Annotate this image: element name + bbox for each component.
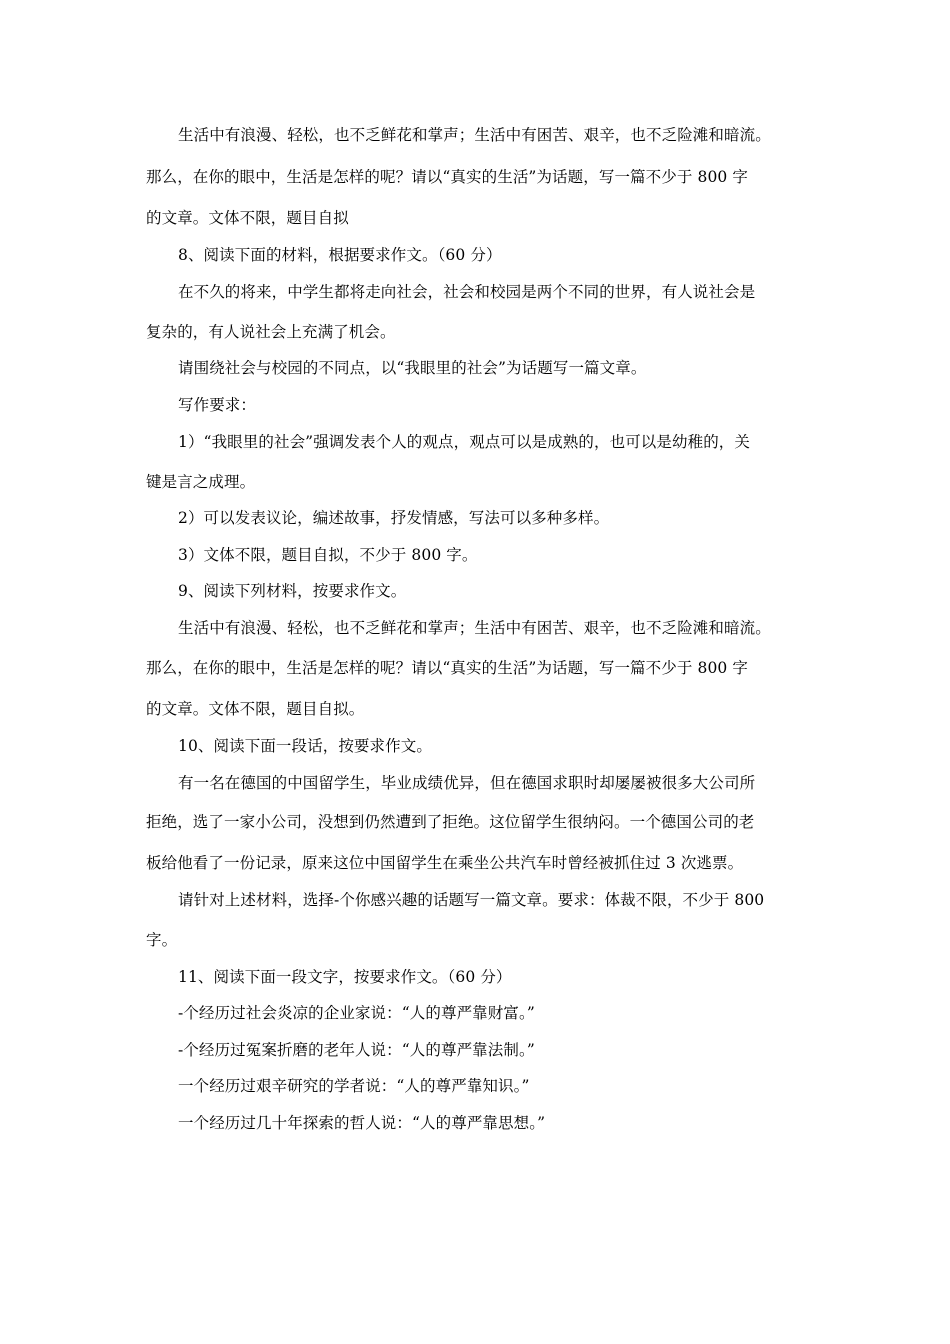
question-heading: 11、阅读下面一段文字，按要求作文。（60 分） bbox=[178, 968, 512, 986]
question-heading: 10、阅读下面一段话，按要求作文。 bbox=[178, 737, 432, 755]
paragraph-line: 的文章。文体不限，题目自拟。 bbox=[146, 700, 365, 718]
paragraph-line: 拒绝，选了一家小公司，没想到仍然遭到了拒绝。这位留学生很纳闷。一个德国公司的老 bbox=[146, 813, 755, 831]
paragraph-line: 请针对上述材料，选择-个你感兴趣的话题写一篇文章。要求：体裁不限，不少于 800 bbox=[178, 891, 765, 909]
list-item: 2）可以发表议论，编述故事，抒发情感，写法可以多种多样。 bbox=[178, 509, 610, 527]
quote-line: -个经历过社会炎凉的企业家说：“人的尊严靠财富。” bbox=[178, 1004, 535, 1022]
paragraph-line: 在不久的将来，中学生都将走向社会，社会和校园是两个不同的世界，有人说社会是 bbox=[178, 283, 756, 301]
paragraph-line: 字。 bbox=[146, 931, 178, 949]
list-item: 3）文体不限，题目自拟，不少于 800 字。 bbox=[178, 546, 478, 564]
paragraph-line: 的文章。文体不限，题目自拟 bbox=[146, 209, 349, 227]
paragraph-line: 那么，在你的眼中，生活是怎样的呢？请以“真实的生活”为话题，写一篇不少于 800 字 bbox=[146, 168, 748, 186]
paragraph-line: 写作要求： bbox=[178, 396, 257, 414]
question-heading: 8、阅读下面的材料，根据要求作文。（60 分） bbox=[178, 246, 502, 264]
quote-line: 一个经历过艰辛研究的学者说：“人的尊严靠知识。” bbox=[178, 1077, 530, 1095]
question-heading: 9、阅读下列材料，按要求作文。 bbox=[178, 582, 407, 600]
paragraph-line: 键是言之成理。 bbox=[146, 473, 256, 491]
paragraph-line: 生活中有浪漫、轻松，也不乏鲜花和掌声；生活中有困苦、艰辛，也不乏险滩和暗流。 bbox=[178, 619, 771, 637]
list-item: 1）“我眼里的社会”强调发表个人的观点，观点可以是成熟的，也可以是幼稚的，关 bbox=[178, 433, 751, 451]
paragraph-line: 请围绕社会与校园的不同点，以“我眼里的社会”为话题写一篇文章。 bbox=[178, 359, 647, 377]
paragraph-line: 生活中有浪漫、轻松，也不乏鲜花和掌声；生活中有困苦、艰辛，也不乏险滩和暗流。 bbox=[178, 126, 771, 144]
quote-line: -个经历过冤案折磨的老年人说：“人的尊严靠法制。” bbox=[178, 1041, 535, 1059]
quote-line: 一个经历过几十年探索的哲人说：“人的尊严靠思想。” bbox=[178, 1114, 546, 1132]
paragraph-line: 有一名在德国的中国留学生，毕业成绩优异，但在德国求职时却屡屡被很多大公司所 bbox=[178, 774, 756, 792]
paragraph-line: 那么，在你的眼中，生活是怎样的呢？请以“真实的生活”为话题，写一篇不少于 800 字 bbox=[146, 659, 748, 677]
paragraph-line: 复杂的，有人说社会上充满了机会。 bbox=[146, 323, 396, 341]
paragraph-line: 板给他看了一份记录，原来这位中国留学生在乘坐公共汽车时曾经被抓住过 3 次逃票。 bbox=[146, 854, 744, 872]
